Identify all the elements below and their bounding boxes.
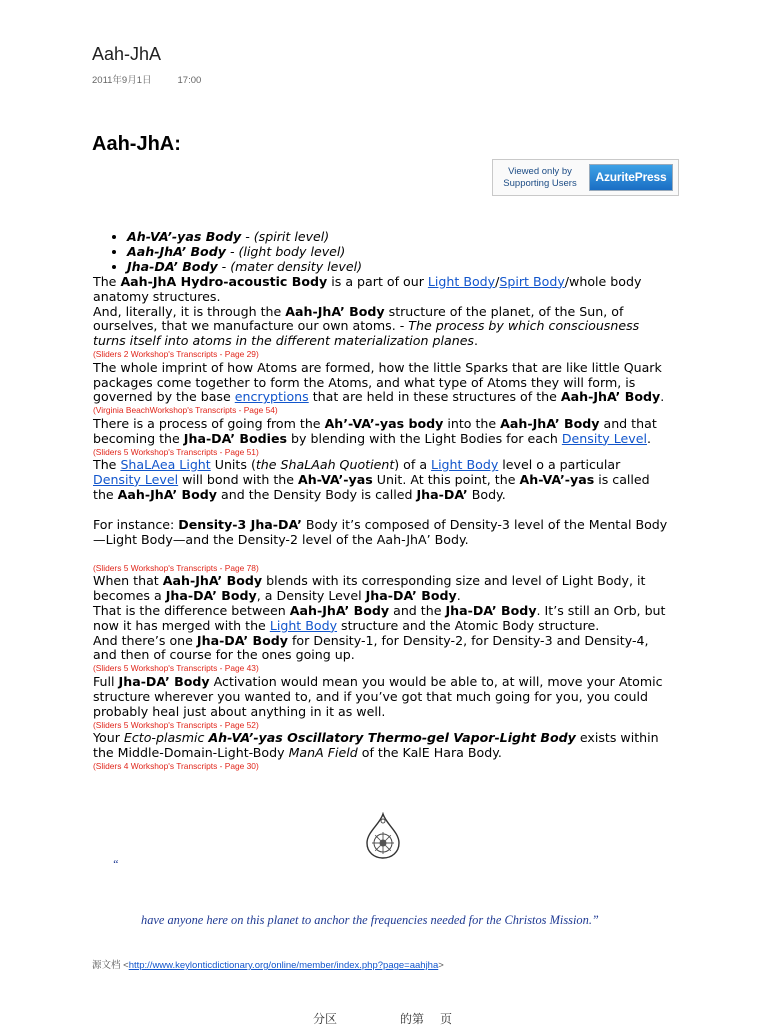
list-item xyxy=(127,260,668,275)
page-title: Aah-JhA xyxy=(92,44,162,64)
list-item xyxy=(127,230,668,245)
bullet-level: - (light body level) xyxy=(225,243,346,259)
list-item xyxy=(127,245,668,260)
spirit-body-link[interactable]: Spirt Body xyxy=(499,273,565,289)
paragraph: And, literally, it is through the Aah-JhA’ Body structure of the planet, of the Sun, of ourselves, that we manufacture our own atoms. - The process by which consciousness turns itself into atoms in the different materialization planes. xyxy=(93,303,640,349)
viewed-line-2: Supporting Users xyxy=(503,178,577,189)
bullet-level: - (spirit level) xyxy=(241,229,330,244)
density-level-link[interactable]: Density Level xyxy=(561,430,647,446)
note-meta xyxy=(92,72,201,86)
footer-page: 页 xyxy=(440,1012,453,1026)
encryptions-link[interactable]: encryptions xyxy=(234,389,309,405)
footer-section: 分区 xyxy=(313,1012,338,1026)
transcript-citation: (Sliders 4 Workshop's Transcripts - Page 30) xyxy=(93,760,259,771)
content-heading: Aah-JhA: xyxy=(92,133,181,155)
paragraph: Full Jha-DA’ Body Activation would mean you would be able to, at will, move your Atomic structure wherever you wanted to, and if you’ve got that much going for you, you could probably heal just about anything in it as well. xyxy=(93,673,663,719)
page-header xyxy=(92,44,161,65)
bullet-level: - (mater density level) xyxy=(217,258,363,274)
paragraph: The Aah-JhA Hydro-acoustic Body is a part of our Light Body/Spirt Body/whole body anatomy structures. xyxy=(93,273,642,304)
note-time: 17:00 xyxy=(177,75,202,86)
quote-open-mark: “ xyxy=(112,857,119,871)
light-body-link[interactable]: Light Body xyxy=(269,617,338,633)
transcript-citation: (Sliders 5 Workshop's Transcripts - Page 52) xyxy=(93,719,259,730)
paragraph: And there’s one Jha-DA’ Body for Density-1, for Density-2, for Density-3 and Density-4, and then of course for the ones going up. xyxy=(93,632,649,663)
viewed-only-label xyxy=(497,163,583,190)
light-body-link[interactable]: Light Body xyxy=(431,457,499,472)
light-body-link[interactable]: Light Body xyxy=(427,273,496,289)
azuritepress-logo[interactable]: AzuritePress xyxy=(589,164,673,191)
supporter-badge[interactable] xyxy=(492,159,679,196)
bullet-term: Ah-VA’-yas Body xyxy=(127,229,242,244)
source-label: 源文档 < xyxy=(92,960,129,971)
paragraph: For instance: Density-3 Jha-DA’ Body it’s composed of Density-3 level of the Mental Body—Light Body—and the Density-2 level of the Aah-JhA’ Body. xyxy=(93,516,668,547)
article-body xyxy=(93,230,668,772)
transcript-citation: (Sliders 5 Workshop's Transcripts - Page 78) xyxy=(93,562,259,573)
christos-quote: have anyone here on this planet to anchor the frequencies needed for the Christos Mission.” xyxy=(141,913,599,927)
paragraph: When that Aah-JhA’ Body blends with its corresponding size and level of Light Body, it becomes a Jha-DA’ Body, a Density Level Jha-DA’ Body. xyxy=(93,572,646,603)
shalaea-light-link[interactable]: ShaLAea Light xyxy=(120,457,211,472)
transcript-citation: (Sliders 5 Workshop's Transcripts - Page 43) xyxy=(93,663,259,674)
density-level-link[interactable]: Density Level xyxy=(93,471,179,487)
viewed-line-1: Viewed only by xyxy=(508,166,572,177)
lotus-drop-emblem xyxy=(364,812,402,860)
transcript-citation: (Sliders 2 Workshop's Transcripts - Page 29) xyxy=(93,349,259,360)
body-levels-list xyxy=(93,230,668,275)
note-date: 2011年9月1日 xyxy=(92,75,152,86)
bullet-term: Aah-JhA’ Body xyxy=(127,243,226,259)
source-document-line: 源文档 <http://www.keylonticdictionary.org/online/member/index.php?page=aahjha> xyxy=(92,960,444,971)
paragraph: That is the difference between Aah-JhA’ Body and the Jha-DA’ Body. It’s still an Orb, but now it has merged with the Light Body structure and the Atomic Body structure. xyxy=(93,602,666,633)
transcript-citation: (Sliders 5 Workshop's Transcripts - Page 51) xyxy=(93,446,259,457)
footer-page-of: 的第 xyxy=(400,1012,425,1026)
paragraph: Your Ecto-plasmic Ah-VA’-yas Oscillatory Thermo-gel Vapor-Light Body exists within the Middle-Domain-Light-Body ManA Field of the KalE Hara Body. xyxy=(93,729,659,760)
paragraph: There is a process of going from the Ah’-VA’-yas body into the Aah-JhA’ Body and that becoming the Jha-DA’ Bodies by blending with the Light Bodies for each Density Level. xyxy=(93,415,657,446)
paragraph: The ShaLAea Light Units (the ShaLAah Quotient) of a Light Body level o a particular Density Level will bond with the Ah-VA’-yas Unit. At this point, the Ah-VA’-yas is called the Aah-JhA’ Body and the Density Body is called Jha-DA’ Body. xyxy=(93,457,650,502)
transcript-citation: (Virginia BeachWorkshop's Transcripts - Page 54) xyxy=(93,405,278,416)
bullet-term: Jha-DA’ Body xyxy=(127,258,218,274)
paragraph: The whole imprint of how Atoms are formed, how the little Sparks that are like little Quark packages come together to form the Atoms, and what type of Atoms they will form, is governed by the base encryptions that are held in these structures of the Aah-JhA’ Body. xyxy=(93,359,665,405)
source-url-link[interactable]: http://www.keylonticdictionary.org/online/member/index.php?page=aahjha xyxy=(128,960,439,971)
